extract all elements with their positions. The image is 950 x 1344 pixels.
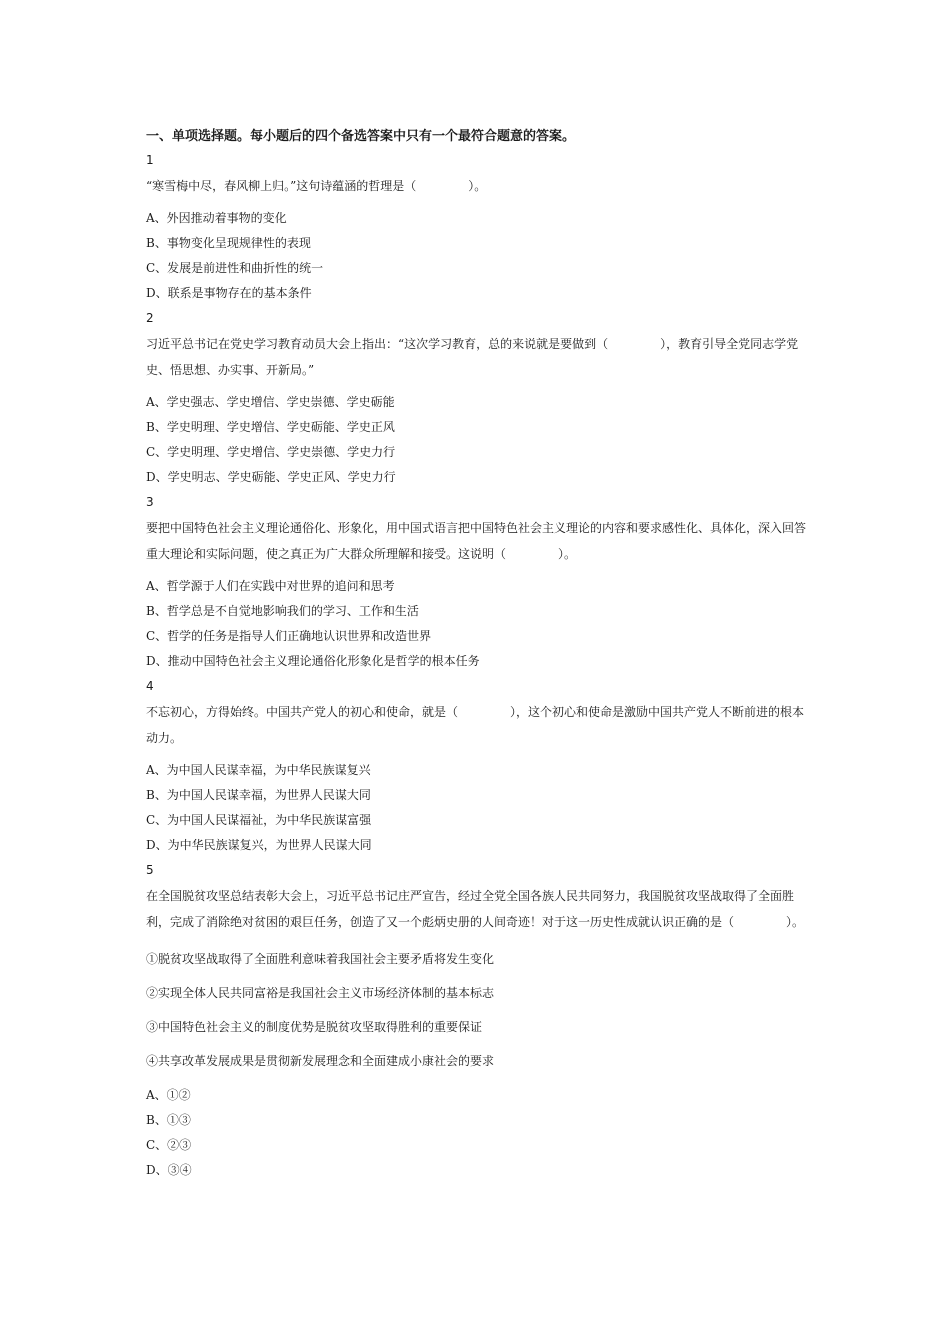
question-4	[146, 674, 810, 858]
question-stem: 要把中国特色社会主义理论通俗化、形象化，用中国式语言把中国特色社会主义理论的内容和要求感性化、具体化，深入回答重大理论和实际问题，使之真正为广大群众所理解和接受。这说明（ ）。	[146, 521, 807, 561]
section-title: 一、单项选择题。每小题后的四个备选答案中只有一个最符合题意的答案。	[146, 129, 576, 144]
option-a: A、外因推动着事物的变化	[146, 211, 287, 225]
statement-2: ②实现全体人民共同富裕是我国社会主义市场经济体制的基本标志	[146, 986, 495, 1000]
option-c: C、②③	[146, 1138, 192, 1152]
option-b: B、学史明理、学史增信、学史砺能、学史正风	[146, 420, 395, 434]
option-d: D、③④	[146, 1163, 192, 1177]
statement-3: ③中国特色社会主义的制度优势是脱贫攻坚取得胜利的重要保证	[146, 1020, 483, 1034]
statement-1: ①脱贫攻坚战取得了全面胜利意味着我国社会主要矛盾将发生变化	[146, 952, 495, 966]
question-number: 5	[146, 863, 154, 877]
option-d: D、推动中国特色社会主义理论通俗化形象化是哲学的根本任务	[146, 654, 480, 668]
question-stem: 在全国脱贫攻坚总结表彰大会上，习近平总书记庄严宣告，经过全党全国各族人民共同努力，我国脱贫攻坚战取得了全面胜利，完成了消除绝对贫困的艰巨任务，创造了又一个彪炳史册的人间奇迹！对于这一历史性成就认识正确的是（ ）。	[146, 889, 805, 929]
option-b: B、事物变化呈现规律性的表现	[146, 236, 311, 250]
question-1	[146, 148, 810, 306]
option-d: D、学史明志、学史砺能、学史正风、学史力行	[146, 470, 396, 484]
question-number: 4	[146, 679, 154, 693]
option-c: C、为中国人民谋福祉，为中华民族谋富强	[146, 813, 372, 827]
option-b: B、为中国人民谋幸福，为世界人民谋大同	[146, 788, 371, 802]
question-number: 1	[146, 153, 154, 167]
option-a: A、哲学源于人们在实践中对世界的追问和思考	[146, 579, 395, 593]
question-number: 3	[146, 495, 154, 509]
question-stem: 不忘初心，方得始终。中国共产党人的初心和使命，就是（ ），这个初心和使命是激励中国共产党人不断前进的根本动力。	[146, 705, 805, 745]
option-d: D、为中华民族谋复兴，为世界人民谋大同	[146, 838, 372, 852]
option-b: B、①③	[146, 1113, 191, 1127]
question-stem: “寒雪梅中尽，春风柳上归。”这句诗蕴涵的哲理是（ ）。	[146, 179, 487, 193]
option-a: A、学史强志、学史增信、学史崇德、学史砺能	[146, 395, 395, 409]
exam-page	[146, 128, 810, 1183]
question-stem: 习近平总书记在党史学习教育动员大会上指出：“这次学习教育，总的来说就是要做到（ ），教育引导全党同志学党史、悟思想、办实事、开新局。”	[146, 337, 799, 377]
option-c: C、哲学的任务是指导人们正确地认识世界和改造世界	[146, 629, 432, 643]
statement-4: ④共享改革发展成果是贯彻新发展理念和全面建成小康社会的要求	[146, 1054, 495, 1068]
question-number: 2	[146, 311, 154, 325]
option-a: A、为中国人民谋幸福，为中华民族谋复兴	[146, 763, 371, 777]
statement-list	[146, 942, 810, 1078]
option-c: C、学史明理、学史增信、学史崇德、学史力行	[146, 445, 396, 459]
question-3	[146, 490, 810, 674]
option-c: C、发展是前进性和曲折性的统一	[146, 261, 324, 275]
option-a: A、①②	[146, 1088, 191, 1102]
option-b: B、哲学总是不自觉地影响我们的学习、工作和生活	[146, 604, 419, 618]
question-2	[146, 306, 810, 490]
option-d: D、联系是事物存在的基本条件	[146, 286, 312, 300]
question-5	[146, 858, 810, 1183]
